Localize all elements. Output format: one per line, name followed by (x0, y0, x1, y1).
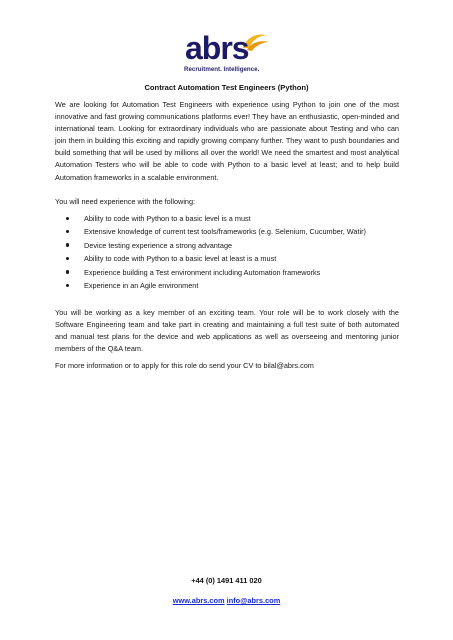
list-item (55, 225, 399, 238)
list-item-text: Ability to code with Python to a basic level is a must (84, 214, 251, 223)
website-link[interactable]: www.abrs.com (172, 596, 225, 605)
list-item-text: Experience in an Agile environment (84, 281, 199, 291)
bullet-icon (66, 284, 69, 287)
list-item-text: Extensive knowledge of current test tools/frameworks (e.g. Selenium, Cucumber, Watir) (84, 227, 366, 237)
list-item (55, 239, 399, 252)
bullet-icon (66, 217, 69, 220)
list-item (55, 252, 399, 265)
bullet-icon (66, 230, 69, 233)
footer-phone: +44 (0) 1491 411 020 (191, 576, 262, 585)
logo-wordmark: abrs (185, 30, 249, 66)
footer-links (0, 596, 453, 605)
contact-paragraph: For more information or to apply for this role do send your CV to bilal@abrs.com (55, 361, 314, 370)
requirements-list (55, 212, 399, 292)
list-item (55, 279, 399, 292)
bullet-icon (66, 257, 69, 260)
role-description-paragraph: You will be working as a key member of an exciting team. Your role will be to work closely with the Software Engineering team and take part in creating and maintaining a full test suite of both automated and manual test plans for the device and web applications as well as overseeing and mentoring junior members of the Q&A team. (55, 308, 399, 354)
bullet-icon (66, 243, 69, 246)
intro-paragraph: We are looking for Automation Test Engineers with experience using Python to join one of the most innovative and fast growing communications platforms ever! They have an enthusiastic, open-minded and international team. Looking for extraordinary individuals who are passionate about Testing and who can join them in building this exciting and rapidly growing company further. They want to push boundaries and build something that will be used by millions all over the world! We need the smartest and most analytical Automation Testers who will be able to code with Python to a basic level at least; and to help build Automation frameworks in a scalable environment. (55, 100, 399, 182)
logo-tagline: Recruitment. Intelligence. (184, 66, 260, 73)
experience-heading: You will need experience with the following: (55, 197, 196, 206)
list-item-text: Device testing experience a strong advantage (84, 240, 233, 250)
bullet-icon (66, 270, 69, 273)
abrs-logo (183, 30, 273, 78)
list-item-text: Ability to code with Python to a basic level at least is a must (84, 254, 277, 264)
list-item (55, 266, 399, 279)
email-link[interactable]: info@abrs.com (226, 596, 281, 605)
list-item (55, 212, 399, 225)
document-title: Contract Automation Test Engineers (Python) (144, 83, 309, 92)
list-item-text: Experience building a Test environment including Automation frameworks (84, 267, 321, 277)
